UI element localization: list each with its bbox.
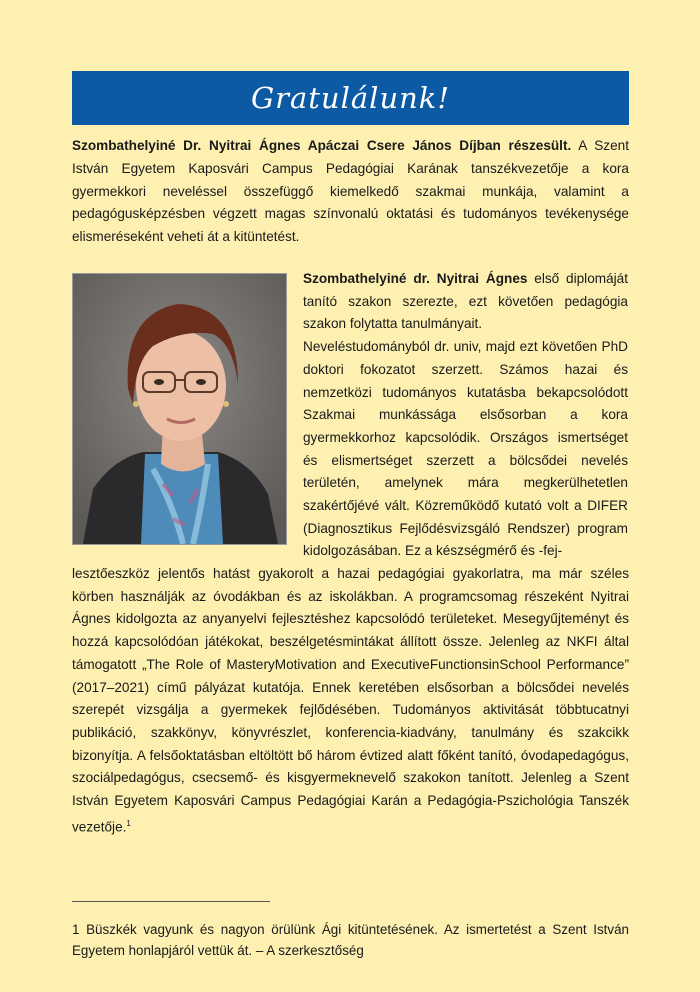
footnote-divider	[72, 901, 270, 902]
biography-top	[303, 268, 628, 563]
footnote	[72, 907, 629, 975]
intro-text: A Szent István Egyetem Kaposvári Campus Pedagógiai Karának tanszékvezetője a kora gyermekkori neveléssel összefüggő kiemelkedő szakmai munkája, valamint a pedagógusképzésben végzett magas színvonalú oktatási és tudományos tevékenysége elismeréseként veheti át a kitüntetést.	[72, 138, 629, 245]
footnote-reference: 1	[126, 818, 131, 828]
biography-bottom	[72, 563, 629, 839]
intro-lead: Szombathelyiné Dr. Nyitrai Ágnes Apáczai Csere János Díjban részesült.	[72, 138, 572, 153]
bio-paragraph-2-bottom: lesztőeszköz jelentős hatást gyakorolt a hazai pedagógiai gyakorlatra, ma már széles körben használják az óvodákban és az iskolákban. A programcsomag részeként Nyitrai Ágnes kidolgozta az anyanyelvi fejlesztéshez kapcsolódó területeket. Mesegyűjteményt és hozzá kapcsolódóan játékokat, beszélgetésmintákat állított össze. Jelenleg az NKFI által támogatott „The Role of MasteryMotivation and ExecutiveFunctionsinSchool Performance” (2017–2021) című pályázat kutatója. Ennek keretében elsősorban a bölcsődei nevelés szerepét vizsgálja a gyermekek fejlődésében. Tudományos aktivitását többtucatnyi publikáció, szakkönyv, könyvrészlet, konferencia-kiadvány, tanulmány és szakcikk bizonyítja. A felsőoktatásban eltöltött bő három évtized alatt főként tanító, óvodapedagógus, szociálpedagógus, csecsemő- és kisgyermeknevelő szakokon tanított. Jelenleg a Szent István Egyetem Kaposvári Campus Pedagógiai Karán a Pedagógia-Pszichológia Tanszék vezetője.	[72, 566, 629, 835]
bio-name: Szombathelyiné dr. Nyitrai Ágnes	[303, 271, 528, 286]
intro-paragraph	[72, 135, 629, 249]
page-title-banner	[72, 71, 629, 125]
portrait-photo	[72, 273, 287, 545]
bio-paragraph-1: első diplomáját tanító szakon szerezte, ezt követően pedagógia szakon folytatta tanulmányait.	[303, 271, 629, 332]
bio-paragraph-2-top: Neveléstudományból dr. univ, majd ezt követően PhD doktori fokozatot szerzett. Számos hazai és nemzetközi tudományos kutatásba bekapcsolódott Szakmai munkássága elsősorban a kora gyermekkorhoz kapcsolódik. Országos ismertséget és elismertséget szerzett a bölcsődei nevelés területén, amelynek mára megkerülhetetlen szakértőjévé vált. Közreműködő kutató volt a DIFER (Diagnosztikus Fejlődésvizsgáló Rendszer) program kidolgozásában. Ez a készségmérő és -fej-	[303, 339, 628, 559]
page-title: Gratulálunk!	[250, 81, 451, 115]
footnote-text: 1 Büszkék vagyunk és nagyon örülünk Ági kitüntetésének. Az ismertetést a Szent István Egyetem honlapjáról vettük át. – A szerkesztőség	[72, 922, 629, 958]
